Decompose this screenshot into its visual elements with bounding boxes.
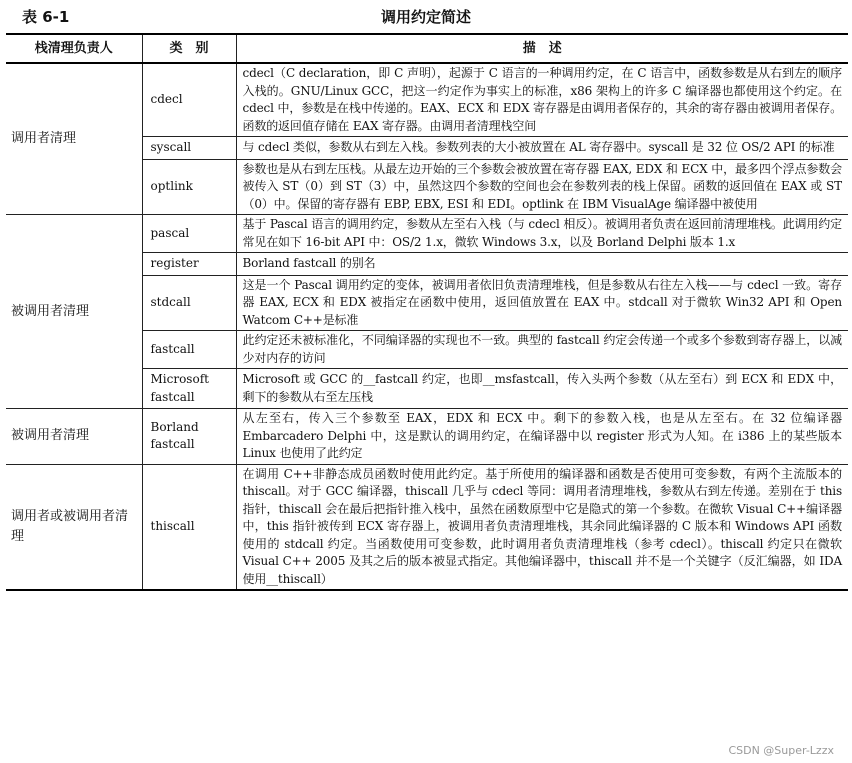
row-desc-syscall: 与 cdecl 类似，参数从右到左入栈。参数列表的大小被放置在 AL 寄存器中。syscall 是 32 位 OS/2 API 的标准 (236, 137, 848, 160)
header-description: 描 述 (236, 34, 848, 63)
row-desc-thiscall: 在调用 C++非静态成员函数时使用此约定。基于所使用的编译器和函数是否使用可变参数，有两个主流版本的 thiscall。对于 GCC 编译器，thiscall 几乎与 cdecl 等同：调用者清理堆栈，参数从右到左传递。差别在于 this 指针，thiscall 会在最后把指针推入栈中，虽然在函数原型中它是隐式的第一个参数。在微软 Visual C++编译器中，this 指针被传到 ECX 寄存器上，被调用者负责清理堆栈，其余同此编译器的 C 版本和 Windows API 函数使用的 stdcall 约定。当函数使用可变参数，此时调用者负责清理堆栈（参考 cdecl）。thiscall 约定只在微软 Visual C++ 2005 及其之后的版本被显式指定。其他编译器中，thiscall 并不是一个关键字（反汇编器，如 IDA 使用__thiscall） (236, 464, 848, 590)
group-callee-clean-2: 被调用者清理 (6, 409, 142, 465)
row-type-borland-fastcall: Borland fastcall (142, 409, 236, 465)
table-title: 调用约定简述 (380, 8, 471, 26)
table-caption (0, 0, 852, 28)
calling-convention-table (6, 33, 848, 591)
group-callee-clean: 被调用者清理 (6, 215, 142, 409)
row-type-cdecl: cdecl (142, 63, 236, 137)
row-desc-optlink: 参数也是从右到左压栈。从最左边开始的三个参数会被放置在寄存器 EAX, EDX 和 ECX 中，最多四个浮点参数会被传入 ST（0）到 ST（3）中，虽然这四个参数的空间也会在参数列表的栈上保留。函数的返回值在 EAX 或 ST（0）中。保留的寄存器有 EBP, EBX, ESI 和 EDI。optlink 在 IBM VisualAge 编译器中被使用 (236, 159, 848, 215)
table-row (6, 215, 848, 253)
row-type-optlink: optlink (142, 159, 236, 215)
row-type-fastcall: fastcall (142, 331, 236, 369)
header-responsible: 栈清理负责人 (6, 34, 142, 63)
table-row (6, 464, 848, 590)
row-type-pascal: pascal (142, 215, 236, 253)
header-category: 类 别 (142, 34, 236, 63)
group-either-clean: 调用者或被调用者清理 (6, 464, 142, 590)
row-desc-pascal: 基于 Pascal 语言的调用约定，参数从左至右入栈（与 cdecl 相反）。被调用者负责在返回前清理堆栈。此调用约定常见在如下 16-bit API 中：OS/2 1.x，微软 Windows 3.x，以及 Borland Delphi 版本 1.x (236, 215, 848, 253)
row-type-microsoft-fastcall: Microsoft fastcall (142, 369, 236, 409)
row-type-stdcall: stdcall (142, 275, 236, 331)
row-type-register: register (142, 253, 236, 276)
row-desc-borland-fastcall: 从左至右，传入三个参数至 EAX，EDX 和 ECX 中。剩下的参数入栈，也是从左至右。在 32 位编译器 Embarcadero Delphi 中，这是默认的调用约定，在编译器中以 register 形式为人知。在 i386 上的某些版本 Linux 也使用了此约定 (236, 409, 848, 465)
group-caller-clean: 调用者清理 (6, 63, 142, 215)
row-desc-stdcall: 这是一个 Pascal 调用约定的变体，被调用者依旧负责清理堆栈，但是参数从右往左入栈——与 cdecl 一致。寄存器 EAX, ECX 和 EDX 被指定在函数中使用，返回值放置在 EAX 中。stdcall 对于微软 Win32 API 和 Open Watcom C++是标准 (236, 275, 848, 331)
row-desc-fastcall: 此约定还未被标准化，不同编译器的实现也不一致。典型的 fastcall 约定会传递一个或多个参数到寄存器上，以减少对内存的访问 (236, 331, 848, 369)
table-row (6, 63, 848, 137)
row-desc-register: Borland fastcall 的别名 (236, 253, 848, 276)
row-desc-cdecl: cdecl（C declaration，即 C 声明），起源于 C 语言的一种调用约定，在 C 语言中，函数参数是从右到左的顺序入栈的。GNU/Linux GCC，把这一约定作为事实上的标准，x86 架构上的许多 C 编译器也都使用这个约定。在 cdecl 中，参数是在栈中传递的。EAX、ECX 和 EDX 寄存器是由调用者保存的，其余的寄存器由被调用者保存。函数的返回值存储在 EAX 寄存器。由调用者清理栈空间 (236, 63, 848, 137)
row-type-syscall: syscall (142, 137, 236, 160)
row-type-thiscall: thiscall (142, 464, 236, 590)
watermark: CSDN @Super-Lzzx (728, 744, 834, 757)
table-row (6, 409, 848, 465)
table-number: 表 6-1 (22, 8, 70, 26)
header-row (6, 34, 848, 63)
row-desc-microsoft-fastcall: Microsoft 或 GCC 的__fastcall 约定，也即__msfastcall，传入头两个参数（从左至右）到 ECX 和 EDX 中，剩下的参数从右至左压栈 (236, 369, 848, 409)
